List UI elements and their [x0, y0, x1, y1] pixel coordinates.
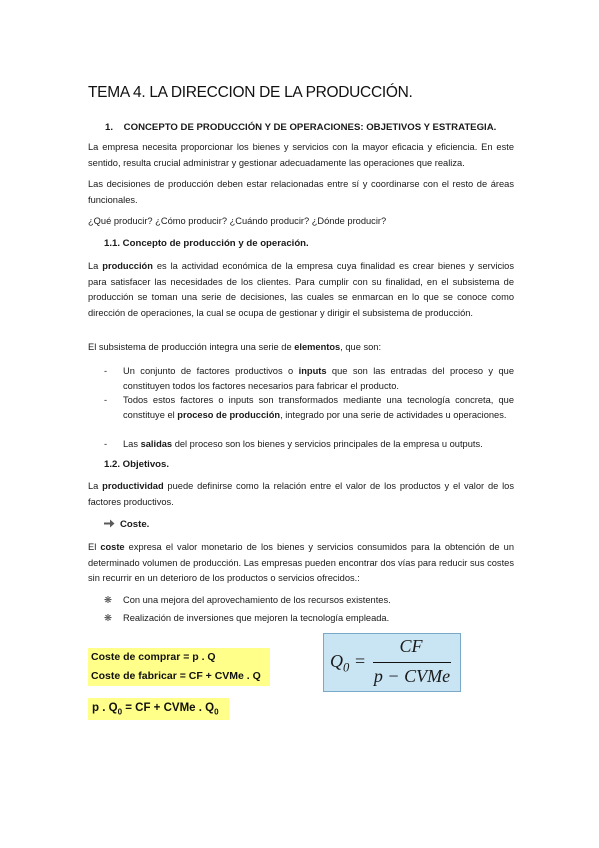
bold-term: producción	[102, 261, 153, 271]
formula-equilibrio	[92, 702, 219, 716]
section-title: CONCEPTO DE PRODUCCIÓN Y DE OPERACIONES: OBJETIVOS Y ESTRATEGIA.	[123, 122, 497, 133]
formula-coste-fabricar: Coste de fabricar = CF + CVMe . Q	[91, 670, 261, 682]
dash-bullet: -	[104, 395, 108, 405]
formula-lhs-q: Q	[330, 651, 343, 671]
breakeven-formula-box	[323, 633, 461, 692]
paragraph-elementos	[88, 340, 514, 356]
text-run: , que son:	[340, 342, 382, 352]
section-heading-1	[105, 122, 496, 133]
star-list-item	[104, 611, 389, 626]
list-item-text	[123, 364, 514, 395]
formula-part: p . Q	[92, 702, 118, 714]
text-run: del proceso son los bienes y servicios principales de la empresa u outputs.	[172, 439, 483, 449]
formula-subscript: 0	[117, 707, 123, 717]
paragraph-1: La empresa necesita proporcionar los bienes y servicios con la mayor eficacia y eficiencia. En este sentido, resulta crucial administrar y gestionar adecuadamente las operaciones que realiza.	[88, 142, 514, 168]
asterisk-bullet-icon: ❋	[104, 613, 112, 623]
coste-heading-text: Coste.	[120, 519, 150, 530]
coste-heading	[104, 519, 149, 530]
list-item	[104, 364, 514, 395]
star-list-text: Con una mejora del aprovechamiento de los recursos existentes.	[123, 595, 391, 605]
text-run: La	[88, 481, 103, 491]
list-item	[104, 393, 514, 424]
list-item	[104, 437, 514, 452]
formula-coste-comprar: Coste de comprar = p . Q	[91, 651, 216, 663]
asterisk-bullet-icon: ❋	[104, 595, 112, 605]
paragraph-coste	[88, 540, 514, 587]
dash-bullet: -	[104, 366, 108, 376]
page-title: TEMA 4. LA DIRECCION DE LA PRODUCCIÓN.	[88, 84, 413, 101]
text-run: puede definirse como la relación entre el valor de los productos y el valor de los factores productivos.	[88, 481, 514, 507]
text-run: El	[88, 542, 101, 552]
list-item-text	[123, 393, 514, 424]
bold-term: proceso de producción	[177, 410, 281, 421]
paragraph-productividad	[88, 479, 514, 510]
text-run: Un conjunto de factores productivos o	[123, 366, 299, 376]
bold-term: coste	[100, 542, 125, 552]
bold-term: inputs	[298, 366, 327, 376]
text-run: Todos estos factores o inputs son transformados mediante una tecnología concreta, que constituye el	[123, 395, 514, 421]
bold-term: elementos	[294, 342, 341, 352]
section-number: 1.	[105, 122, 114, 133]
formula-equals: =	[355, 651, 366, 671]
paragraph-2: Las decisiones de producción deben estar relacionadas entre sí y coordinarse con el resto de áreas funcionales.	[88, 179, 514, 205]
cost-formulas-highlight	[88, 648, 270, 686]
text-run: Las	[123, 439, 141, 449]
bold-term: salidas	[140, 439, 173, 449]
arrow-bullet-icon	[104, 519, 120, 530]
dash-bullet: -	[104, 439, 108, 449]
formula-subscript: 0	[214, 707, 219, 717]
text-run: que son las entradas del proceso y que constituyen todos los factores necesarios para fabricar el producto.	[123, 366, 515, 392]
fraction-bar	[373, 662, 451, 663]
paragraph-produccion	[88, 259, 514, 321]
paragraph-questions: ¿Qué producir? ¿Cómo producir? ¿Cuándo producir? ¿Dónde producir?	[88, 216, 387, 226]
bold-term: productividad	[102, 481, 164, 491]
formula-numerator: CF	[399, 636, 423, 656]
formula-lhs-subscript: 0	[343, 660, 350, 675]
formula-denominator: p − CVMe	[373, 666, 451, 686]
equilibrium-formula-highlight	[88, 698, 229, 720]
text-run: expresa el valor monetario de los bienes y servicios consumidos para la obtención de un determinado volumen de producción. Las empresas pueden encontrar dos vías para reducir sus costes sin recurrir en un deterioro de los productos o servicios ofrecidos.:	[88, 542, 514, 584]
text-run: El subsistema de producción integra una serie de	[88, 342, 295, 352]
star-list-item	[104, 593, 391, 608]
text-run: , integrado por una serie de actividades u operaciones.	[280, 410, 507, 421]
star-list-text: Realización de inversiones que mejoren la tecnología empleada.	[123, 613, 390, 623]
formula-part: = CF + CVMe . Q	[122, 702, 215, 714]
formula-lhs	[330, 651, 349, 676]
subsection-heading-1-1: 1.1. Concepto de producción y de operación.	[104, 238, 309, 249]
list-item-text	[123, 437, 514, 452]
text-run: La	[88, 261, 103, 271]
text-run: es la actividad económica de la empresa cuya finalidad es crear bienes y servicios para satisfacer las necesidades de los clientes. Para cumplir con su finalidad, en el subsistema de producción se toman una serie de decisiones, las cuales se enmarcan en lo que se conoce como dirección de operaciones, la cual se ocupa de gestionar y dirigir el subsistema de producción.	[88, 261, 514, 318]
subsection-heading-1-2: 1.2. Objetivos.	[104, 459, 170, 470]
